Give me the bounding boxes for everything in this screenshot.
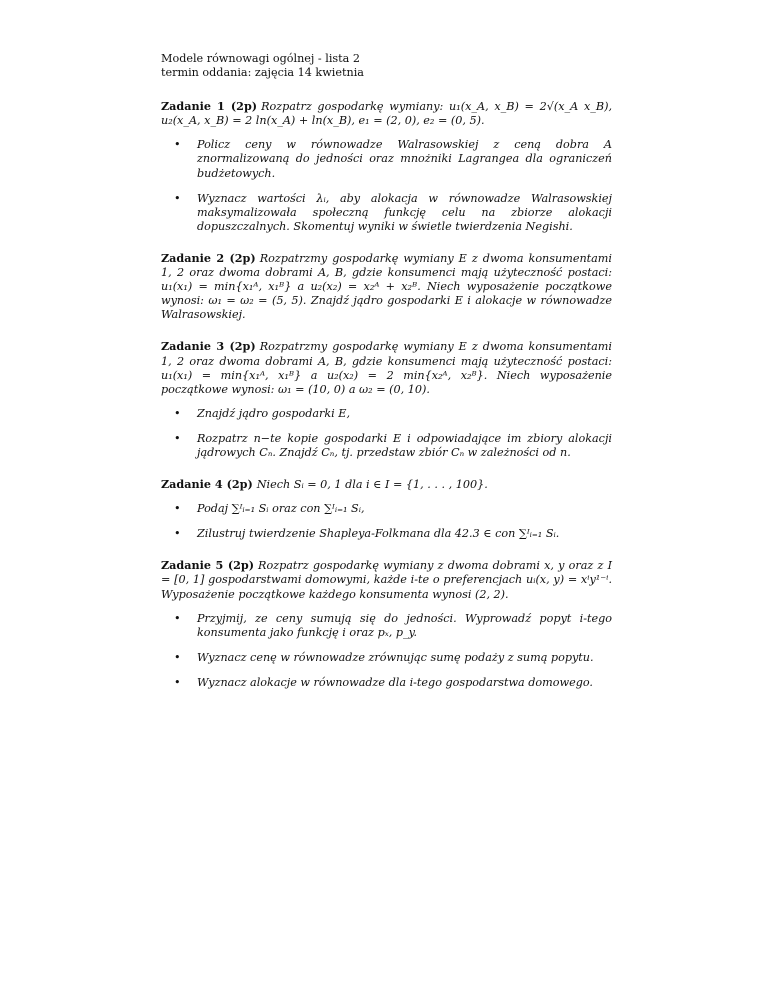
task-2-statement — [161, 251, 612, 322]
document-page — [161, 52, 612, 707]
deadline-line: termin oddania: zajęcia 14 kwietnia — [161, 66, 364, 80]
task-4 — [161, 477, 612, 541]
bullet-icon: • — [174, 675, 181, 689]
task-1-text: Rozpatrz gospodarkę wymiany: u₁(x_A, x_B) = 2√(x_A x_B), u₂(x_A, x_B) = 2 ln(x_A) + ln(x_B), e₁ = (2, 0), e₂ = (0, 5). — [161, 100, 612, 128]
task-3-statement — [161, 339, 612, 396]
bullet-icon: • — [174, 406, 181, 420]
task-4-text: Niech Sᵢ = 0, 1 dla i ∈ I = {1, . . . , 100}. — [256, 478, 488, 492]
list-item-text: Podaj ∑ᴵᵢ₌₁ Sᵢ oraz con ∑ᴵᵢ₌₁ Sᵢ, — [197, 502, 365, 516]
list-item — [161, 612, 612, 640]
task-5-title: Zadanie 5 (2p) — [161, 558, 255, 573]
bullet-icon: • — [174, 191, 181, 205]
list-item-text: Wyznacz alokacje w równowadze dla i-tego gospodarstwa domowego. — [197, 675, 593, 689]
bullet-icon: • — [174, 502, 181, 516]
list-item — [161, 138, 612, 180]
task-3-bullets — [161, 407, 612, 460]
bullet-icon: • — [174, 431, 181, 445]
bullet-icon: • — [174, 611, 181, 625]
task-3-title: Zadanie 3 (2p) — [161, 339, 256, 354]
list-item — [161, 651, 612, 665]
task-1 — [161, 99, 612, 234]
list-item-text: Zilustruj twierdzenie Shapleya-Folkmana dla 42.3 ∈ con ∑ᴵᵢ₌₁ Sᵢ. — [197, 527, 560, 541]
task-4-statement — [161, 477, 612, 492]
list-item — [161, 432, 612, 460]
task-5-bullets — [161, 612, 612, 690]
bullet-icon: • — [174, 138, 181, 152]
list-item-text: Rozpatrz n−te kopie gospodarki E i odpowiadające im zbiory alokacji jądrowych Cₙ. Znajdź Cₙ, tj. przedstaw zbiór Cₙ w zależności od n. — [197, 431, 612, 459]
task-4-bullets — [161, 502, 612, 541]
list-item-text: Wyznacz cenę w równowadze zrównując sumę podaży z sumą popytu. — [197, 650, 594, 664]
list-item — [161, 502, 612, 516]
task-3 — [161, 339, 612, 460]
list-item — [161, 192, 612, 234]
task-1-bullets — [161, 138, 612, 234]
task-4-title: Zadanie 4 (2p) — [161, 477, 253, 492]
list-item — [161, 676, 612, 690]
task-1-title: Zadanie 1 (2p) — [161, 99, 258, 114]
course-title: Modele równowagi ogólnej - lista 2 — [161, 52, 361, 65]
list-item-text: Znajdź jądro gospodarki E, — [197, 406, 351, 420]
task-3-text: Rozpatrzmy gospodarkę wymiany E z dwoma konsumentami 1, 2 oraz dwoma dobrami A, B, gdzie konsumenci mają użyteczność postaci: u₁(x₁) = min{x₁ᴬ, x₁ᴮ} a u₂(x₂) = 2 min{x₂ᴬ, x₂ᴮ}. Niech wyposażenie początkowe wynosi: ω₁ = (10, 0) a ω₂ = (0, 10). — [161, 340, 612, 396]
task-5-statement — [161, 558, 612, 601]
list-item-text: Wyznacz wartości λᵢ, aby alokacja w równowadze Walrasowskiej maksymalizowała społeczną funkcję celu na zbiorze alokacji dopuszczalnych. Skomentuj wyniki w świetle twierdzenia Negishi. — [197, 191, 612, 233]
task-2 — [161, 251, 612, 322]
list-item — [161, 527, 612, 541]
list-item-text: Policz ceny w równowadze Walrasowskiej z ceną dobra A znormalizowaną do jedności oraz mnożniki Lagrangea dla ograniczeń budżetowych. — [197, 138, 612, 180]
document-header — [161, 52, 612, 80]
bullet-icon: • — [174, 527, 181, 541]
list-item-text: Przyjmij, ze ceny sumują się do jedności. Wyprowadź popyt i-tego konsumenta jako funkcję i oraz pₓ, p_y. — [197, 611, 612, 639]
task-2-title: Zadanie 2 (2p) — [161, 250, 256, 265]
task-5 — [161, 558, 612, 690]
task-2-text: Rozpatrzmy gospodarkę wymiany E z dwoma konsumentami 1, 2 oraz dwoma dobrami A, B, gdzie konsumenci mają użyteczność postaci: u₁(x₁) = min{x₁ᴬ, x₁ᴮ} a u₂(x₂) = x₂ᴬ + x₂ᴮ. Niech wyposażenie początkowe wynosi: ω₁ = ω₂ = (5, 5). Znajdź jądro gospodarki E i alokacje w równowadze Walrasowskiej. — [161, 251, 612, 322]
task-5-text: Rozpatrz gospodarkę wymiany z dwoma dobrami x, y oraz z I = [0, 1] gospodarstwami domowymi, każde i-te o preferencjach uᵢ(x, y) = xⁱy¹⁻ⁱ. Wyposażenie początkowe każdego konsumenta wynosi (2, 2). — [161, 559, 612, 601]
bullet-icon: • — [174, 650, 181, 664]
task-1-statement — [161, 99, 612, 128]
list-item — [161, 407, 612, 421]
